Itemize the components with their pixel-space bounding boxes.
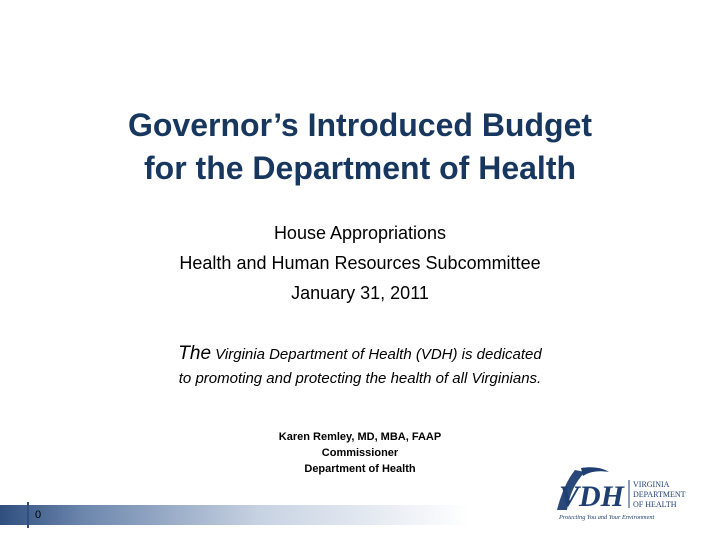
logo-letters: VDH [559, 480, 625, 513]
mission-lead-word: The [178, 343, 212, 364]
footer-gradient-bar [0, 505, 470, 525]
footer-divider [27, 502, 29, 528]
subtitle-date: January 31, 2011 [291, 283, 429, 303]
subtitle-committee: House Appropriations [273, 223, 447, 243]
title-line-2: for the Department of Health [143, 150, 577, 186]
logo-line-1: VIRGINIA [633, 480, 670, 489]
presenter-role: Commissioner [321, 447, 399, 459]
vdh-logo-icon [545, 466, 692, 524]
mission-line-2: to promoting and protecting the health of all Virginians. [178, 370, 542, 387]
mission-line-1-text: Virginia Department of Health (VDH) is dedicated [211, 346, 542, 363]
presenter-name: Karen Remley, MD, MBA, FAAP [278, 431, 442, 443]
page-number: 0 [35, 509, 42, 521]
subtitle-subcommittee: Health and Human Resources Subcommittee [179, 253, 541, 273]
logo-line-3: OF HEALTH [633, 500, 677, 509]
slide-title [0, 104, 720, 190]
subtitle-block [0, 218, 720, 308]
logo-tagline: Protecting You and Your Environment [559, 514, 655, 521]
mission-statement [0, 342, 720, 391]
mission-line-1 [0, 342, 720, 367]
title-line-1: Governor’s Introduced Budget [127, 107, 593, 143]
presenter-org: Department of Health [304, 463, 416, 475]
logo-line-2: DEPARTMENT [633, 490, 686, 499]
